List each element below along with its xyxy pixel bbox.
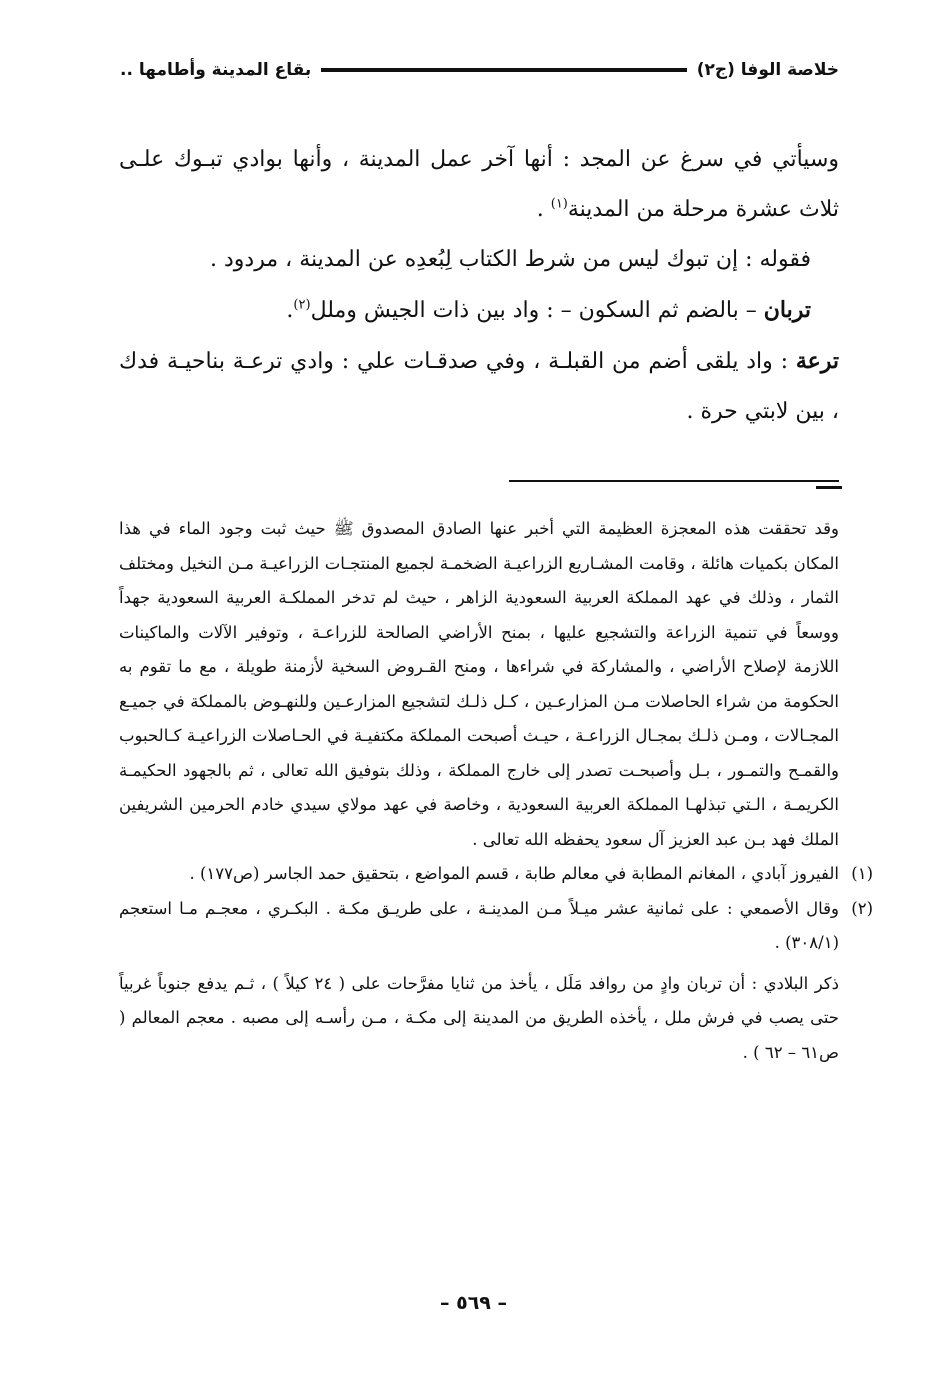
paragraph-4: ترعة : واد يلقى أضم من القبلـة ، وفي صدقـات علي : وادي ترعـة بناحيـة فدك ، بين لابتي حرة . — [119, 348, 839, 424]
footnote-ref-1[interactable]: (١) — [550, 196, 568, 212]
section-title: بقاع المدينة وأطامها .. — [120, 60, 312, 80]
paragraph-3: تربان – بالضم ثم السكون – : واد بين ذات الجيش وملل$^{(٢)}$. — [286, 297, 811, 323]
footnote-separator-dash — [816, 486, 842, 489]
footnote-number: (٢) — [851, 898, 873, 918]
main-text — [119, 135, 839, 437]
paragraph-2: فقوله : إن تبوك ليس من شرط الكتاب لِبُعدِه عن المدينة ، مردود . — [210, 247, 811, 272]
footnotes — [119, 512, 873, 1070]
book-title: خلاصة الوفا (ج٢) — [696, 60, 839, 80]
entry-term-turban: تربان — [763, 297, 811, 323]
footnote-continuation: وقد تحققت هذه المعجزة العظيمة التي أخبر عنها الصادق المصدوق ﷺ حيث ثبت وجود الماء في هذا المكان بكميات هائلة ، وقامت المشـاريع الزراعيـة الضخمـة لجميع المنتجـات الزراعيـة مـن النخيل ومختلف الثمار ، وذلك في عهد المملكة العربية السعودية الزاهر ، حيث لم تدخر المملكـة العربية السعودية جهداً ووسعاً في تنمية الزراعة والتشجيع عليها ، بمنح الأراضي الصالحة للزراعـة ، وتوفير الآلات والماكينات اللازمة لإصلاح الأراضي ، والمشاركة في شراءها ، ومنح القـروض السخية لأزمنة طويلة ، مع ما تقوم به الحكومة من شراء الحاصلات مـن المزارعـين ، كـل ذلـك لتشجيع المزارعـين وللنهـوض بالمملكة في جميـع المجـالات ، ومـن ذلـك بمجـال الزراعـة ، حيـث أصبحت المملكة مكتفيـة في الحـاصلات الزراعيـة كـالحبوب والقمـح والتمـور ، بـل وأصبحـت تصدر إلى خارج المملكة ، وذلك بتوفيق الله تعالى ، ثم بالجهود الحكيمـة الكريمـة ، الـتي تبذلهـا المملكة العربية السعودية ، وخاصة في عهد مولاي سيدي خادم الحرمين الشريفين الملك فهد بـن عبد العزيز آل سعود يحفظه الله تعالى . — [119, 519, 839, 849]
footnote-ref-2[interactable]: (٢) — [293, 297, 311, 313]
footnote-text: الفيروز آبادي ، المغانم المطابة في معالم طابة ، قسم المواضع ، بتحقيق حمد الجاسر (ص١٧٧) . — [189, 864, 839, 883]
footnote-2 — [119, 892, 873, 961]
running-header — [120, 52, 839, 88]
footnote-2-addendum: ذكر البلادي : أن تربان وادٍ من روافد مَلَل ، يأخذ من ثنايا مفرَّحات على ( ٢٤ كيلاً ) ، ثـم يدفع جنوباً غربياً حتى يصب في فرش ملل ، يأخذه الطريق من المدينة إلى مكـة ، مـن رأسـه إلى مصبه . معجم المعالم ( ص٦١ – ٦٢ ) . — [119, 973, 840, 1062]
footnote-separator — [509, 480, 839, 482]
header-rule — [321, 68, 686, 72]
paragraph-1: وسيأتي في سرغ عن المجد : أنها آخر عمل المدينة ، وأنها بوادي تبـوك علـى ثلاث عشرة مرحلة من المدينة$^{(١)}$ . — [119, 147, 839, 222]
footnote-number: (١) — [851, 864, 873, 883]
footnote-text: وقال الأصمعي : على ثمانية عشر ميـلاً مـن المدينـة ، على طريـق مكـة . البكـري ، معجـم مـا استعجم (٣٠٨/١) . — [119, 898, 839, 952]
footnote-1 — [119, 857, 873, 892]
entry-term-tur-a: ترعة — [795, 348, 839, 374]
page-number: – ٥٦٩ – — [439, 1292, 508, 1314]
